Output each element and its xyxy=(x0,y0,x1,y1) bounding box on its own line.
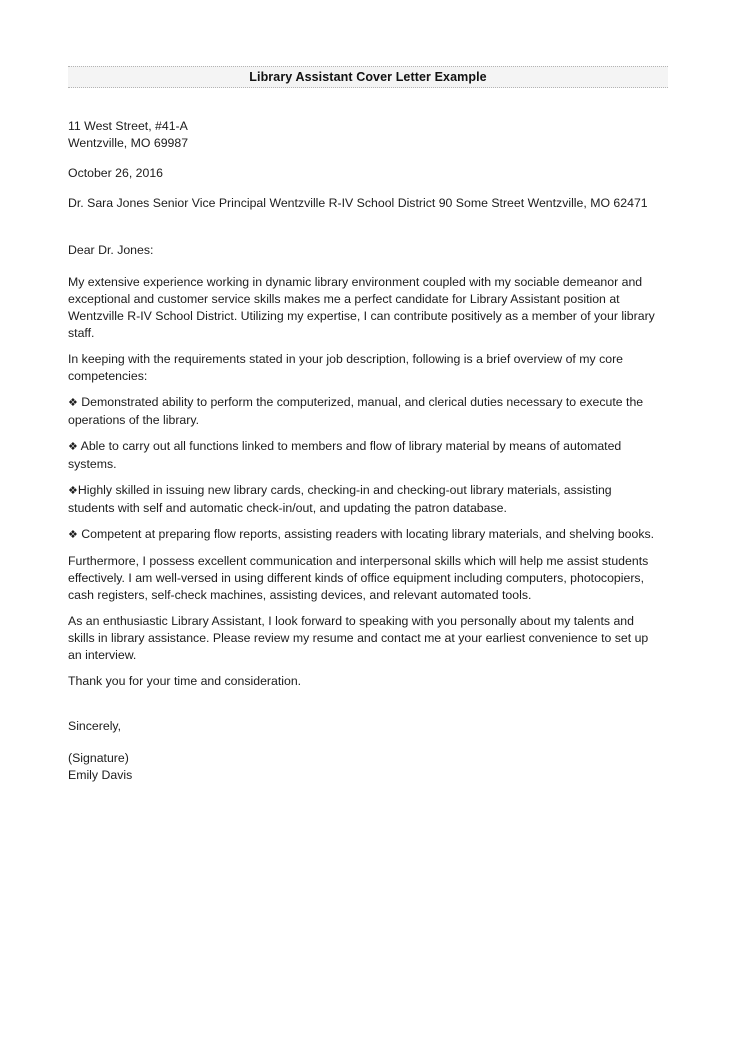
paragraph-intro: My extensive experience working in dynamic library environment coupled with my sociable demeanor and exceptional and customer service skills makes me a perfect candidate for Library Assistant position at Wentzville R-IV School District. Utilizing my expertise, I can contribute positively as a member of your library staff. xyxy=(68,275,655,340)
recipient-address-block xyxy=(68,195,660,212)
list-item-text: Able to carry out all functions linked to members and flow of library material by means of automated systems. xyxy=(68,439,622,471)
diamond-bullet-icon: ❖ xyxy=(68,397,78,409)
closing-text: Sincerely, xyxy=(68,719,122,733)
page-title: Library Assistant Cover Letter Example xyxy=(249,70,487,84)
recipient-title: Senior Vice Principal xyxy=(152,196,267,210)
salutation-text: Dear Dr. Jones: xyxy=(68,243,154,257)
list-item-text: Demonstrated ability to perform the computerized, manual, and clerical duties necessary to execute the operations of the library. xyxy=(68,395,644,427)
paragraph-closing-request: As an enthusiastic Library Assistant, I look forward to speaking with you personally about my talents and skills in library assistance. Please review my resume and contact me at your earliest convenience to set up an interview. xyxy=(68,614,649,662)
list-item xyxy=(68,526,660,544)
letter-body xyxy=(68,118,660,784)
list-item xyxy=(68,394,660,429)
paragraph-thanks: Thank you for your time and consideration. xyxy=(68,674,302,688)
recipient-name: Dr. Sara Jones xyxy=(68,196,150,210)
salutation xyxy=(68,242,660,259)
list-item-text: Highly skilled in issuing new library cards, checking-in and checking-out library materials, assisting students with self and automatic check-in/out, and updating the patron database. xyxy=(68,483,612,515)
diamond-bullet-icon: ❖ xyxy=(68,485,78,497)
recipient-organization: Wentzville R-IV School District xyxy=(269,196,436,210)
sender-address-line-2: Wentzville, MO 69987 xyxy=(68,136,189,150)
letter-date xyxy=(68,165,660,182)
list-item xyxy=(68,438,660,473)
sender-address-block xyxy=(68,118,660,152)
signature-placeholder: (Signature) xyxy=(68,751,129,765)
closing-salutation xyxy=(68,718,660,735)
diamond-bullet-icon: ❖ xyxy=(68,529,78,541)
signer-name: Emily Davis xyxy=(68,768,133,782)
recipient-city-state-zip: Wentzville, MO 62471 xyxy=(527,196,648,210)
letter-date-text: October 26, 2016 xyxy=(68,166,164,180)
diamond-bullet-icon: ❖ xyxy=(68,441,78,453)
sender-address-line-1: 11 West Street, #41-A xyxy=(68,119,188,133)
document-title-band xyxy=(68,66,668,88)
paragraph-furthermore: Furthermore, I possess excellent communication and interpersonal skills which will help me assist students effectively. I am well-versed in using different kinds of office equipment including computers, photocopiers, cash registers, self-check machines, assisting devices, and relevant automated tools. xyxy=(68,554,649,602)
list-item xyxy=(68,482,660,517)
paragraph-competencies-lead: In keeping with the requirements stated in your job description, following is a brief overview of my core competencies: xyxy=(68,352,623,383)
recipient-street: 90 Some Street xyxy=(438,196,525,210)
list-item-text: Competent at preparing flow reports, assisting readers with locating library materials, and shelving books. xyxy=(77,527,655,541)
signature-block xyxy=(68,750,660,784)
